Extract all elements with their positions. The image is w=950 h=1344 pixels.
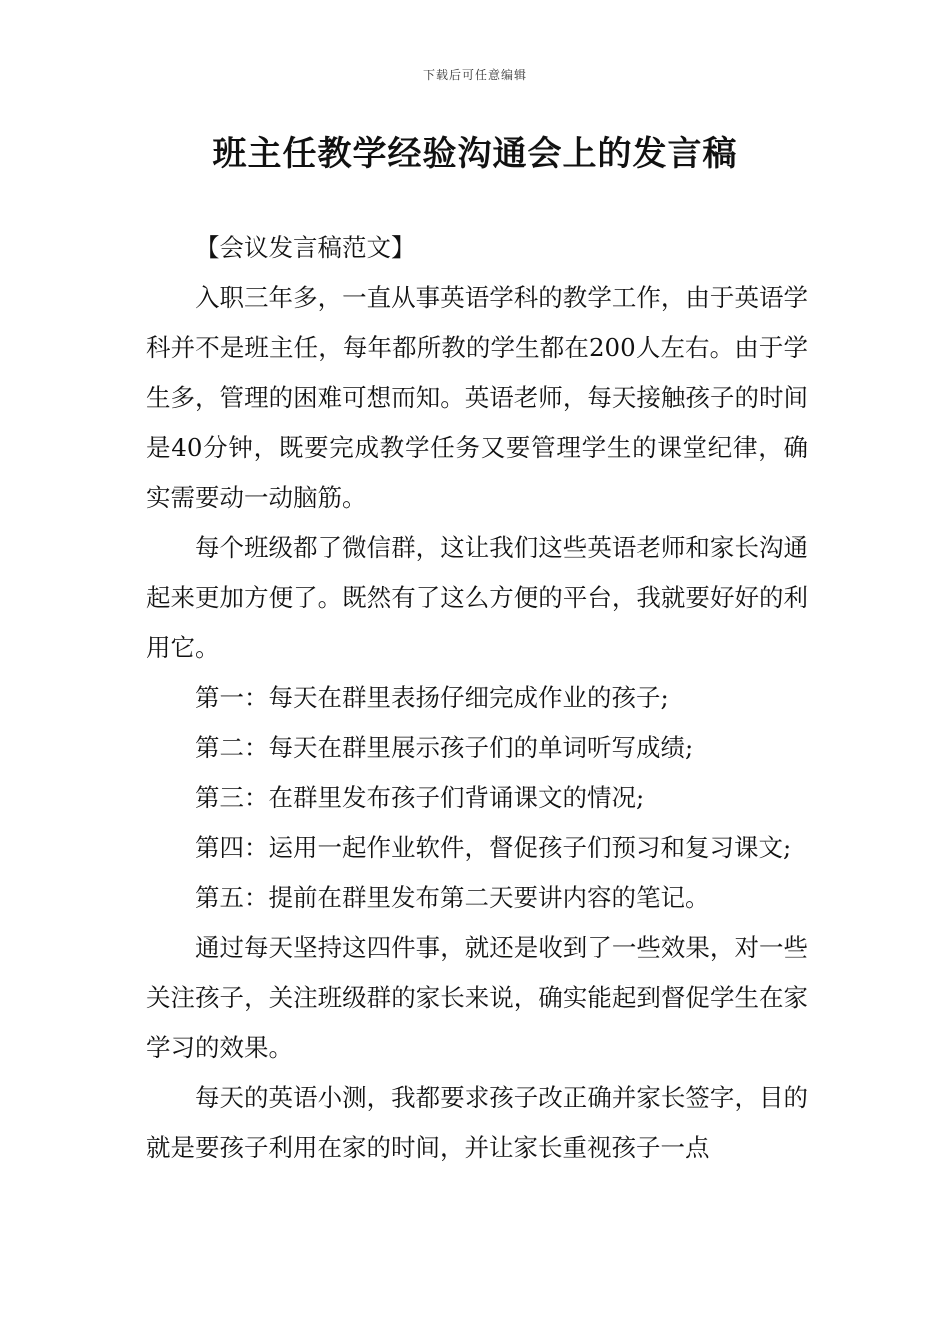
header-note: 下载后可任意编辑 bbox=[422, 68, 527, 82]
paragraph: 入职三年多，一直从事英语学科的教学工作，由于英语学科并不是班主任，每年都所教的学生都在200人左右。由于学生多，管理的困难可想而知。英语老师，每天接触孩子的时间是40分钟，既要完成教学任务又要管理学生的课堂纪律，确实需要动一动脑筋。 bbox=[146, 283, 808, 512]
document-body bbox=[146, 223, 808, 1173]
document-title: 班主任教学经验沟通会上的发言稿 bbox=[212, 134, 738, 174]
paragraph: 通过每天坚持这四件事，就还是收到了一些效果，对一些关注孩子，关注班级群的家长来说，确实能起到督促学生在家学习的效果。 bbox=[146, 933, 808, 1062]
paragraph: 每个班级都了微信群，这让我们这些英语老师和家长沟通起来更加方便了。既然有了这么方便的平台，我就要好好的利用它。 bbox=[146, 533, 808, 662]
list-item: 第一：每天在群里表扬仔细完成作业的孩子; bbox=[195, 683, 669, 712]
list-item: 第二：每天在群里展示孩子们的单词听写成绩; bbox=[195, 733, 694, 762]
list-item: 第四：运用一起作业软件，督促孩子们预习和复习课文; bbox=[195, 833, 792, 862]
paragraph-category: 【会议发言稿范文】 bbox=[195, 233, 416, 262]
paragraph: 每天的英语小测，我都要求孩子改正确并家长签字，目的就是要孩子利用在家的时间，并让家长重视孩子一点 bbox=[146, 1083, 808, 1162]
list-item: 第五：提前在群里发布第二天要讲内容的笔记。 bbox=[195, 883, 710, 912]
list-item: 第三：在群里发布孩子们背诵课文的情况; bbox=[195, 783, 645, 812]
